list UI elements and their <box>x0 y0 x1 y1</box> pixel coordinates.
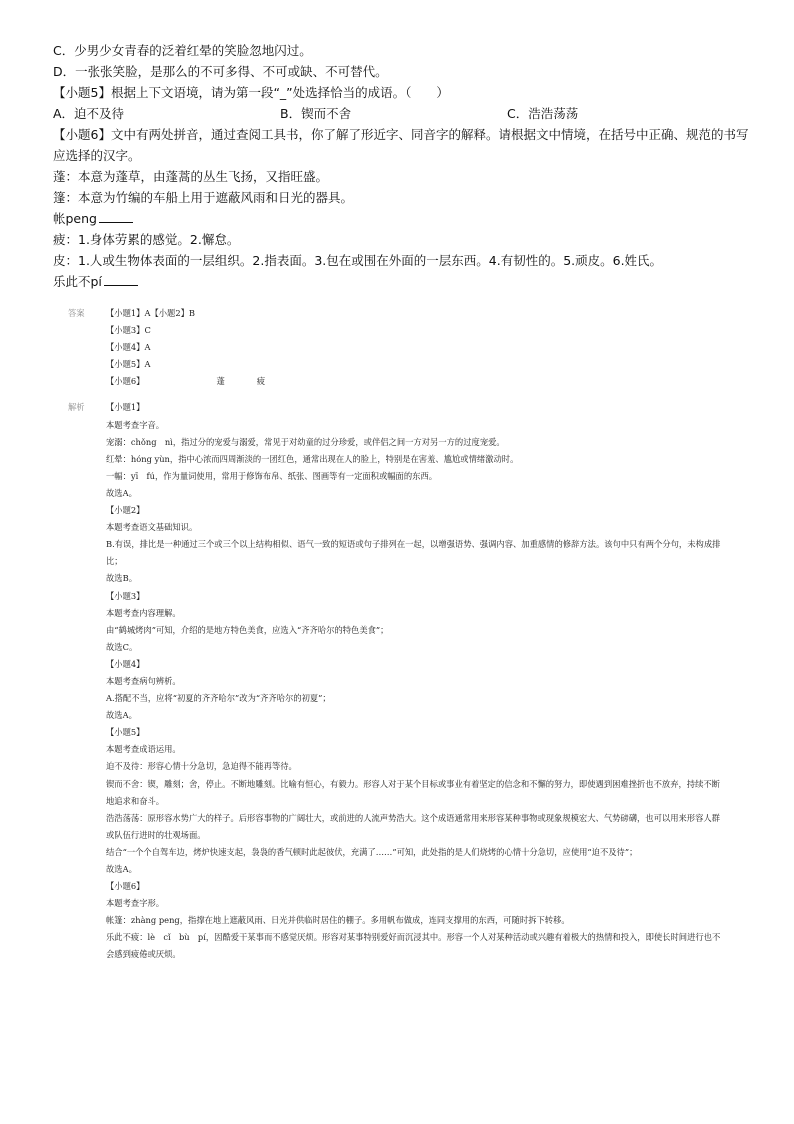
analysis-row <box>68 434 728 451</box>
analysis-line: B.有误，排比是一种通过三个或三个以上结构相似、语气一致的短语或句子排列在一起，以增强语势、强调内容、加重感情的修辞方法。该句中只有两个分句，未构成排比； <box>106 539 721 567</box>
analysis-row <box>68 878 728 895</box>
analysis-row <box>68 741 728 758</box>
answer-label: 答案 <box>68 308 85 318</box>
analysis-row <box>68 588 728 605</box>
answer-row <box>68 373 728 390</box>
analysis-row <box>68 605 728 622</box>
analysis-line: 本题考查成语运用。 <box>106 744 181 755</box>
answer-row <box>68 305 728 322</box>
q5-options <box>53 103 753 124</box>
question-section <box>53 40 753 292</box>
blank-2-label: 乐此不pí <box>53 274 102 289</box>
analysis-line: 故选A。 <box>106 487 137 498</box>
analysis-line: 红晕：hóng yùn，指中心浓而四周渐淡的一团红色，通常出现在人的脸上，特别是在害羞、尴尬或情绪激动时。 <box>106 453 519 464</box>
analysis-line: 浩浩荡荡：原形容水势广大的样子。后形容事物的广阔壮大，或前进的人流声势浩大。这个成语通常用来形容某种事物或现象规模宏大、气势磅礴，也可以用来形容人群或队伍行进时的壮观场面。 <box>106 812 720 840</box>
analysis-line: 宠溺：chǒng nì，指过分的宠爱与溺爱，常见于对幼童的过分珍爱，或伴侣之间一方对另一方的过度宠爱。 <box>106 436 505 447</box>
analysis-row <box>68 724 728 741</box>
analysis-row <box>68 451 728 468</box>
blank-2 <box>53 271 753 292</box>
q5-stem: 【小题5】根据上下文语境，请为第一段“_”处选择恰当的成语。（ ） <box>53 85 449 100</box>
definition-pi-1: 疲：1.身体劳累的感觉。2.懈怠。 <box>53 232 240 247</box>
analysis-row <box>68 417 728 434</box>
analysis-row <box>68 912 728 929</box>
analysis-line: 本题考查字形。 <box>106 898 165 909</box>
analysis-line: 锲而不舍：锲，雕刻；舍，停止。不断地雕刻。比喻有恒心，有毅力。形容人对于某个目标或事业有着坚定的信念和不懈的努力，即使遇到困难挫折也不放弃，持续不断地追求和奋斗。 <box>106 778 720 806</box>
analysis-line: 乐此不疲：lè cǐ bù pí，因酷爱干某事而不感觉厌烦。形容对某事特别爱好而沉浸其中。形容一个人对某种活动或兴趣有着极大的热情和投入，即使长时间进行也不会感到疲倦或厌烦。 <box>106 932 721 960</box>
analysis-line: A.搭配不当，应将“初夏的齐齐哈尔”改为“齐齐哈尔的初夏”； <box>106 693 331 704</box>
analysis-row <box>68 639 728 656</box>
analysis-line: 【小题3】 <box>106 590 145 601</box>
blank-1-label: 帐peng <box>53 211 97 226</box>
q5-option-b: B．锲而不舍 <box>280 106 352 121</box>
analysis-row <box>68 861 728 878</box>
analysis-row <box>68 570 728 587</box>
answer-row <box>68 339 728 356</box>
analysis-line: 迫不及待：形容心情十分急切，急迫得不能再等待。 <box>106 761 297 772</box>
blank-1-line <box>99 210 133 223</box>
analysis-line: 【小题1】 <box>106 402 145 413</box>
analysis-line: 帐篷：zhàng peng，指撑在地上遮蔽风雨、日光并供临时居住的棚子。多用帆布做成，连同支撑用的东西，可随时拆下转移。 <box>106 915 570 926</box>
answer-q6-char-1: 蓬 <box>216 376 225 387</box>
answer-line: 【小题5】A <box>106 359 151 370</box>
analysis-line: 【小题2】 <box>106 505 145 516</box>
answer-line: 【小题3】C <box>106 325 151 336</box>
analysis-row <box>68 656 728 673</box>
analysis-line: 本题考查病句辨析。 <box>106 675 181 686</box>
analysis-row <box>68 929 728 963</box>
answer-row <box>68 356 728 373</box>
definition-peng-1: 蓬：本意为蓬草，由蓬蒿的丛生飞扬，又指旺盛。 <box>53 169 329 184</box>
analysis-line: 故选A。 <box>106 864 137 874</box>
analysis-row <box>68 810 728 844</box>
analysis-row <box>68 895 728 912</box>
blank-1 <box>53 208 753 229</box>
analysis-line: 本题考查内容理解。 <box>106 607 181 618</box>
analysis-label: 解析 <box>68 402 85 413</box>
analysis-line: 故选B。 <box>106 573 137 584</box>
analysis-row <box>68 707 728 724</box>
option-d: D．一张张笑脸，是那么的不可多得、不可或缺、不可替代。 <box>53 64 388 79</box>
analysis-row <box>68 468 728 485</box>
analysis-line: 由“鹤城烤肉”可知，介绍的是地方特色美食，应选入“齐齐哈尔的特色美食”； <box>106 624 389 635</box>
analysis-line: 结合“一个个自驾车边，烤炉快速支起，袅袅的香气顿时此起彼伏，充满了……”可知，此处指的是人们烧烤的心情十分急切，应使用“迫不及待”； <box>106 846 638 857</box>
analysis-row <box>68 399 728 416</box>
analysis-row <box>68 622 728 639</box>
answer-line: 【小题1】A【小题2】B <box>106 308 196 318</box>
blank-2-line <box>104 273 138 286</box>
answer-q6-label: 【小题6】 <box>106 376 145 387</box>
option-c: C．少男少女青春的泛着红晕的笑脸忽地闪过。 <box>53 43 312 58</box>
analysis-row <box>68 690 728 707</box>
analysis-row <box>68 536 728 570</box>
analysis-line: 本题考查语文基础知识。 <box>106 522 198 533</box>
analysis-line: 【小题6】 <box>106 881 145 892</box>
analysis-line: 故选C。 <box>106 641 138 652</box>
definition-peng-2: 篷：本意为竹编的车船上用于遮蔽风雨和日光的器具。 <box>53 190 354 205</box>
analysis-row <box>68 673 728 690</box>
analysis-row <box>68 776 728 810</box>
analysis-row <box>68 502 728 519</box>
analysis-line: 故选A。 <box>106 710 137 721</box>
analysis-block <box>68 399 728 963</box>
analysis-row <box>68 758 728 775</box>
q6-stem: 【小题6】文中有两处拼音，通过查阅工具书，你了解了形近字、同音字的解释。请根据文中情境，在括号中正确、规范的书写应选择的汉字。 <box>53 127 749 163</box>
analysis-line: 本题考查字音。 <box>106 419 165 430</box>
analysis-row <box>68 519 728 536</box>
answer-q6-char-2: 疲 <box>256 376 266 387</box>
analysis-line: 【小题5】 <box>106 727 145 738</box>
answer-analysis-section <box>68 305 728 964</box>
analysis-line: 【小题4】 <box>106 658 145 669</box>
definition-pi-2: 皮：1.人或生物体表面的一层组织。2.指表面。3.包在或围在外面的一层东西。4.有韧性的。5.顽皮。6.姓氏。 <box>53 253 663 268</box>
q5-option-c: C．浩浩荡荡 <box>507 106 579 121</box>
answer-line: 【小题4】A <box>106 342 151 353</box>
analysis-row <box>68 844 728 861</box>
analysis-line: 一幅：yī fú，作为量词使用，常用于修饰布帛、纸张、图画等有一定面积或幅面的东西。 <box>106 470 438 481</box>
answer-row <box>68 322 728 339</box>
analysis-row <box>68 485 728 502</box>
q5-option-a: A．迫不及待 <box>53 106 125 121</box>
